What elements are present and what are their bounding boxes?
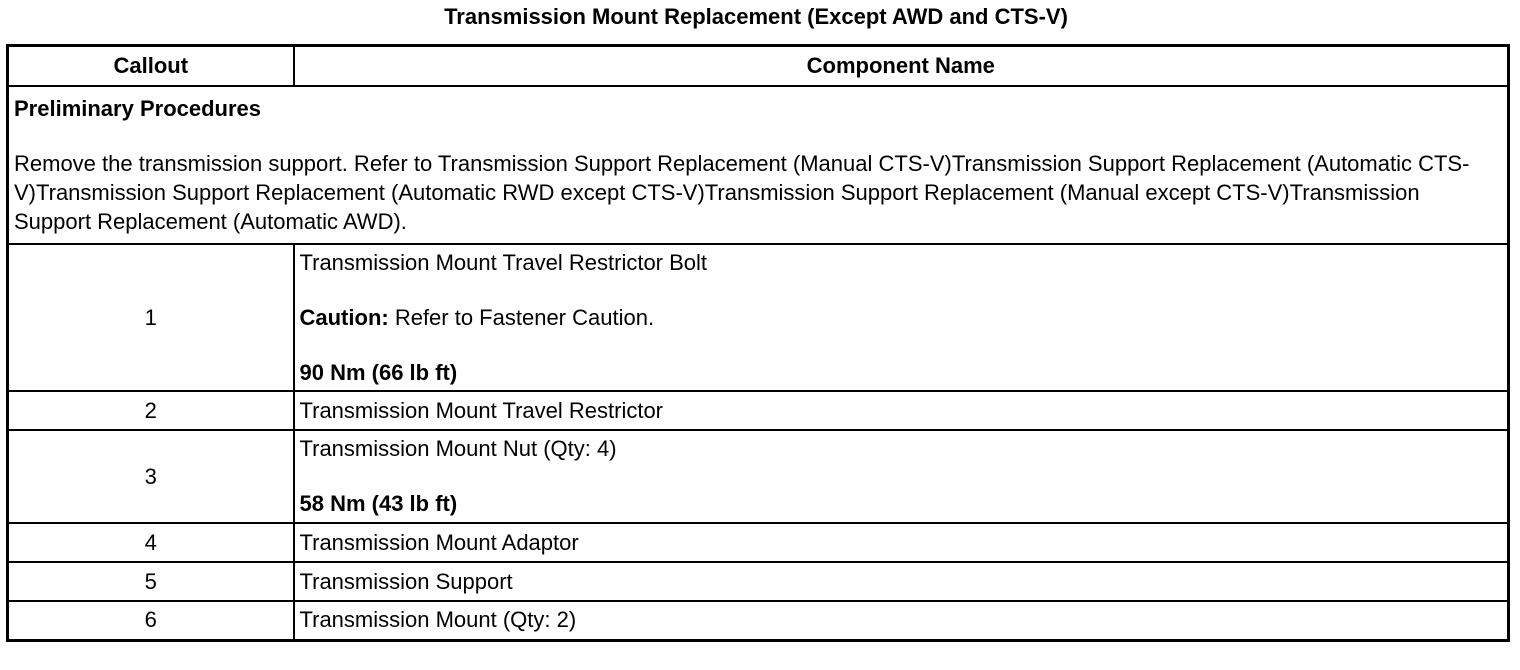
torque-spec: 58 Nm (43 lb ft) bbox=[299, 491, 458, 516]
preliminary-procedures-row bbox=[8, 86, 1509, 244]
header-callout: Callout bbox=[8, 46, 294, 87]
preliminary-procedures-cell bbox=[8, 86, 1509, 244]
components-table bbox=[6, 44, 1510, 642]
caution-text: Refer to Fastener Caution. bbox=[388, 304, 655, 330]
caution-label: Caution: bbox=[299, 304, 389, 330]
header-component-name: Component Name bbox=[294, 46, 1509, 87]
callout-number: 1 bbox=[8, 244, 294, 391]
component-name: Transmission Mount (Qty: 2) bbox=[294, 601, 1509, 640]
component-name: Transmission Mount Travel Restrictor bbox=[294, 391, 1509, 430]
callout-number: 5 bbox=[8, 562, 294, 601]
table-header-row bbox=[8, 46, 1509, 87]
table-row bbox=[8, 601, 1509, 640]
callout-number: 6 bbox=[8, 601, 294, 640]
callout-number: 4 bbox=[8, 523, 294, 562]
table-row bbox=[8, 391, 1509, 430]
preliminary-text: Remove the transmission support. Refer to Transmission Support Replacement (Manual CTS-V)Transmission Support Replacement (Automatic CTS-V)Transmission Support Replacement (Automatic RWD except CTS-V)Transmission Support Replacement (Manual except CTS-V)Transmission Support Replacement (Automatic AWD). bbox=[14, 150, 1470, 234]
component-name: Transmission Mount Adaptor bbox=[294, 523, 1509, 562]
table-row bbox=[8, 523, 1509, 562]
callout-number: 2 bbox=[8, 391, 294, 430]
torque-spec: 90 Nm (66 lb ft) bbox=[299, 359, 458, 385]
page-title: Transmission Mount Replacement (Except AWD and CTS-V) bbox=[444, 4, 1068, 29]
component-name: Transmission Support bbox=[294, 562, 1509, 601]
component-name: Transmission Mount Travel Restrictor Bolt bbox=[299, 249, 708, 275]
table-row bbox=[8, 562, 1509, 601]
table-row bbox=[8, 430, 1509, 523]
component-name: Transmission Mount Nut (Qty: 4) bbox=[299, 436, 617, 461]
table-row bbox=[8, 244, 1509, 391]
component-cell bbox=[294, 244, 1509, 391]
callout-number: 3 bbox=[8, 430, 294, 523]
caution-note bbox=[300, 304, 1503, 332]
preliminary-heading: Preliminary Procedures bbox=[14, 95, 262, 121]
component-cell bbox=[294, 430, 1509, 523]
